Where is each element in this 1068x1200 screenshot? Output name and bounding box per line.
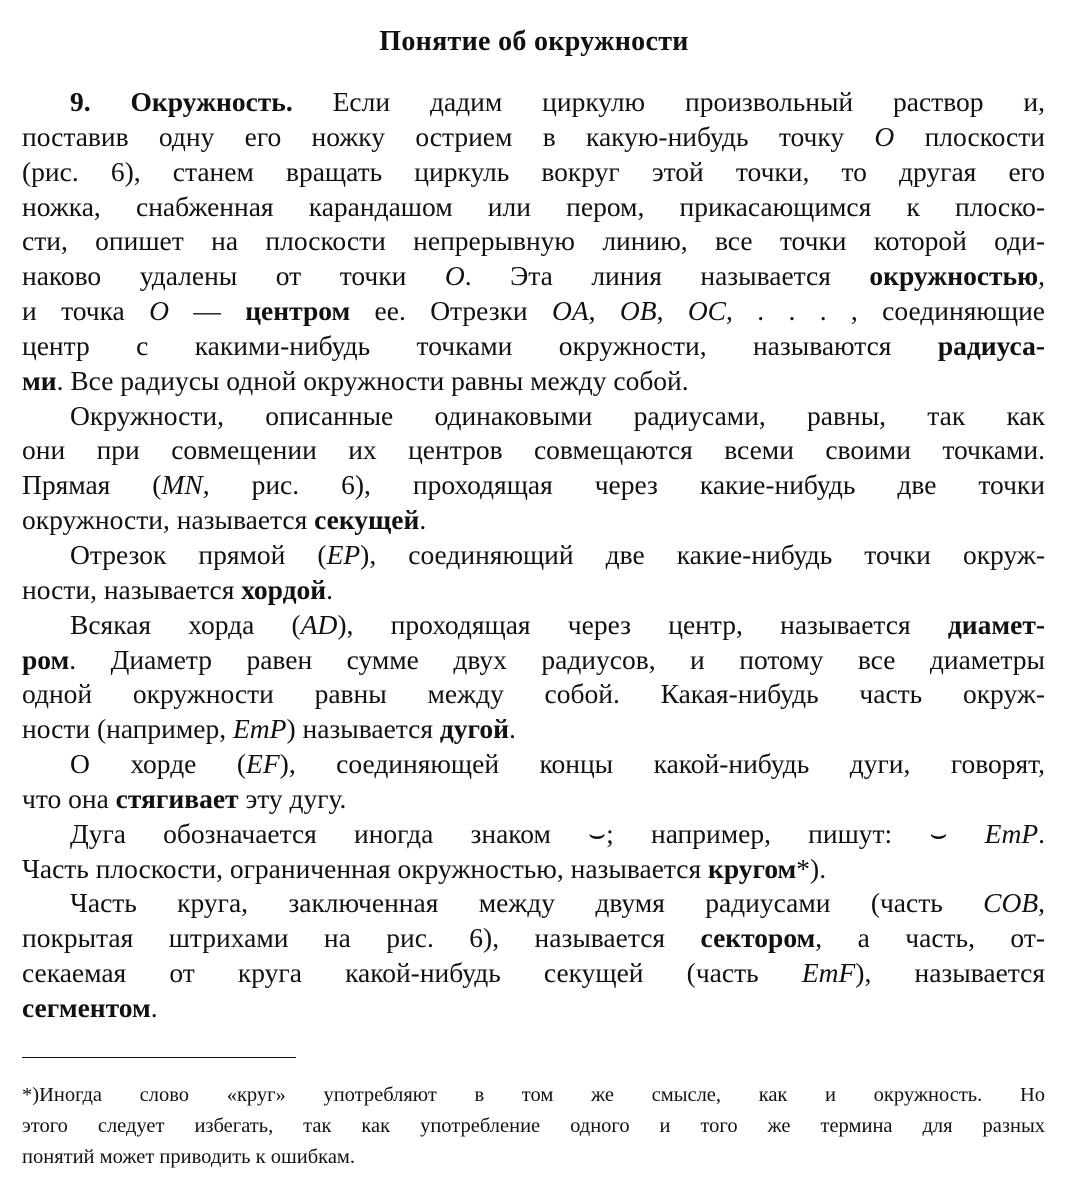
text-run: что она <box>22 782 116 814</box>
text-run: . <box>1038 817 1045 849</box>
text-run: этого следует избегать, так как употребление одного и того же термина для разных <box>22 1115 1045 1137</box>
text-run: ), соединяющей концы какой-нибудь дуги, говорят, <box>279 748 1046 780</box>
paragraph-line <box>22 120 1045 155</box>
paragraph-line <box>22 190 1045 225</box>
bold-term: центром <box>245 295 351 327</box>
paragraph-line <box>22 643 1045 678</box>
paragraph-line <box>22 364 1045 399</box>
bold-term: сектором <box>700 922 816 954</box>
text-run: эту дугу. <box>238 782 347 814</box>
paragraph <box>22 538 1045 608</box>
section-title: Понятие об окружности <box>379 26 689 57</box>
footnote <box>22 1080 1045 1173</box>
paragraph-line <box>22 259 1045 294</box>
paragraph-line <box>22 224 1045 259</box>
paragraph-line <box>22 503 1045 538</box>
text-run: наково удалены от точки <box>22 260 445 292</box>
footnote-line <box>22 1142 1045 1173</box>
text-run: понятий может приводить к ошибкам. <box>22 1146 356 1168</box>
text-run: . <box>150 991 158 1023</box>
paragraph-line <box>22 747 1045 782</box>
math-symbol: EF <box>246 748 280 780</box>
paragraph-line <box>22 468 1045 503</box>
text-run: , а часть, от- <box>815 922 1045 954</box>
text-run: Всякая хорда ( <box>70 608 301 640</box>
math-symbol: O <box>874 120 895 152</box>
text-run: , <box>656 295 688 327</box>
math-symbol: OC <box>687 295 727 327</box>
main-text <box>22 85 1045 1026</box>
math-symbol: AD <box>300 608 338 640</box>
paragraph-line <box>22 573 1045 608</box>
paragraph-line <box>22 608 1045 643</box>
text-run: , <box>1038 887 1045 919</box>
text-run: сти, опишет на плоскости непрерывную линию, все точки которой оди- <box>22 225 1045 257</box>
math-symbol: O <box>149 295 169 327</box>
text-run: Дуга обозначается иногда знаком ⌣; например, пишут: ⌣ <box>70 817 985 849</box>
paragraph-line <box>22 329 1045 364</box>
paragraph-line <box>22 85 1045 120</box>
paragraph-line <box>22 538 1045 573</box>
text-run: . Диаметр равен сумме двух радиусов, и потому все диаметры <box>69 643 1045 675</box>
bold-term: ми <box>22 364 57 396</box>
text-run: , <box>1038 260 1045 292</box>
bold-term: стягивает <box>115 782 239 814</box>
text-run: и точка <box>22 295 150 327</box>
paragraph-line <box>22 712 1045 747</box>
footnote-line <box>22 1111 1045 1142</box>
text-run: ее. Отрезки <box>350 295 552 327</box>
bold-term: хордой <box>241 573 327 605</box>
math-symbol: EP <box>326 538 361 570</box>
paragraph-line <box>22 433 1045 468</box>
text-run: поставив одну его ножку острием в какую-нибудь точку <box>22 120 875 152</box>
bold-term: 9. Окружность. <box>70 86 293 117</box>
math-symbol: EmP <box>232 713 287 745</box>
text-run: . Эта линия называется <box>464 260 870 292</box>
math-symbol: MN <box>161 469 203 501</box>
text-run: Если дадим циркулю произвольный раствор и, <box>292 86 1045 117</box>
paragraph-line <box>22 817 1045 852</box>
text-run: *)Иногда слово «круг» употребляют в том же смысле, как и окружность. Но <box>22 1084 1045 1106</box>
paragraph-line <box>22 852 1045 887</box>
text-run: *). <box>796 852 827 884</box>
text-run: ), соединяющий две какие-нибудь точки окруж- <box>360 538 1045 570</box>
paragraph <box>22 85 1045 399</box>
paragraph-line <box>22 399 1045 434</box>
bold-term: секущей <box>314 504 420 536</box>
text-run: , . . . , соединяющие <box>726 295 1046 327</box>
bold-term: радиуса- <box>937 329 1045 361</box>
text-run: плоскости <box>894 120 1045 152</box>
text-run: — <box>168 295 246 327</box>
text-run: . Все радиусы одной окружности равны между собой. <box>56 364 689 396</box>
paragraph-line <box>22 294 1045 329</box>
text-run: . <box>419 504 427 536</box>
paragraph-line <box>22 991 1045 1026</box>
text-run: секаемая от круга какой-нибудь секущей (часть <box>22 957 802 989</box>
text-run: Прямая ( <box>22 469 162 501</box>
bold-term: ром <box>22 643 70 675</box>
paragraph-line <box>22 782 1045 817</box>
text-run: окружности, называется <box>22 504 315 536</box>
bold-term: окружностью <box>869 260 1039 292</box>
text-run: Отрезок прямой ( <box>70 538 327 570</box>
text-run: ности (например, <box>22 713 233 745</box>
text-run: ножка, снабженная карандашом или пером, прикасающимся к плоско- <box>22 190 1045 222</box>
paragraph <box>22 608 1045 747</box>
footnote-divider <box>22 1057 296 1058</box>
math-symbol: EmF <box>801 957 856 989</box>
text-run: ) называется <box>286 713 440 745</box>
paragraph-line <box>22 886 1045 921</box>
paragraph <box>22 747 1045 817</box>
paragraph-line <box>22 155 1045 190</box>
text-run: ), называется <box>855 957 1045 989</box>
math-symbol: EmP <box>984 817 1039 849</box>
bold-term: дугой <box>439 713 509 745</box>
bold-term: диамет- <box>947 608 1045 640</box>
text-run: ности, называется <box>22 573 242 605</box>
paragraph <box>22 399 1045 538</box>
text-run: . <box>508 713 516 745</box>
paragraph-line <box>22 956 1045 991</box>
text-run: , рис. 6), проходящая через какие-нибудь две точки <box>202 469 1045 501</box>
footnote-line <box>22 1080 1045 1111</box>
text-run: . <box>326 573 333 605</box>
math-symbol: OA <box>552 295 589 327</box>
bold-term: сегментом <box>22 991 151 1023</box>
text-run: ), проходящая через центр, называется <box>337 608 948 640</box>
text-run: покрытая штрихами на рис. 6), называется <box>22 922 701 954</box>
paragraph <box>22 886 1045 1025</box>
paragraph <box>22 817 1045 887</box>
math-symbol: COB <box>983 887 1039 919</box>
math-symbol: OB <box>619 295 657 327</box>
math-symbol: O <box>444 260 465 292</box>
text-run: О хорде ( <box>70 748 247 780</box>
text-run: одной окружности равны между собой. Какая-нибудь часть окруж- <box>22 678 1045 710</box>
paragraph-line <box>22 677 1045 712</box>
bold-term: кругом <box>707 852 797 884</box>
text-run: они при совмещении их центров совмещаются всеми своими точками. <box>22 434 1045 466</box>
text-run: Часть плоскости, ограниченная окружностью, называется <box>22 852 708 884</box>
text-run: (рис. 6), станем вращать циркуль вокруг этой точки, то другая его <box>22 155 1045 187</box>
text-run: , <box>588 295 620 327</box>
text-run: Часть круга, заключенная между двумя радиусами (часть <box>70 887 984 919</box>
text-run: Окружности, описанные одинаковыми радиусами, равны, так как <box>70 399 1045 431</box>
text-run: центр с какими-нибудь точками окружности, называются <box>22 329 938 361</box>
paragraph-line <box>22 921 1045 956</box>
